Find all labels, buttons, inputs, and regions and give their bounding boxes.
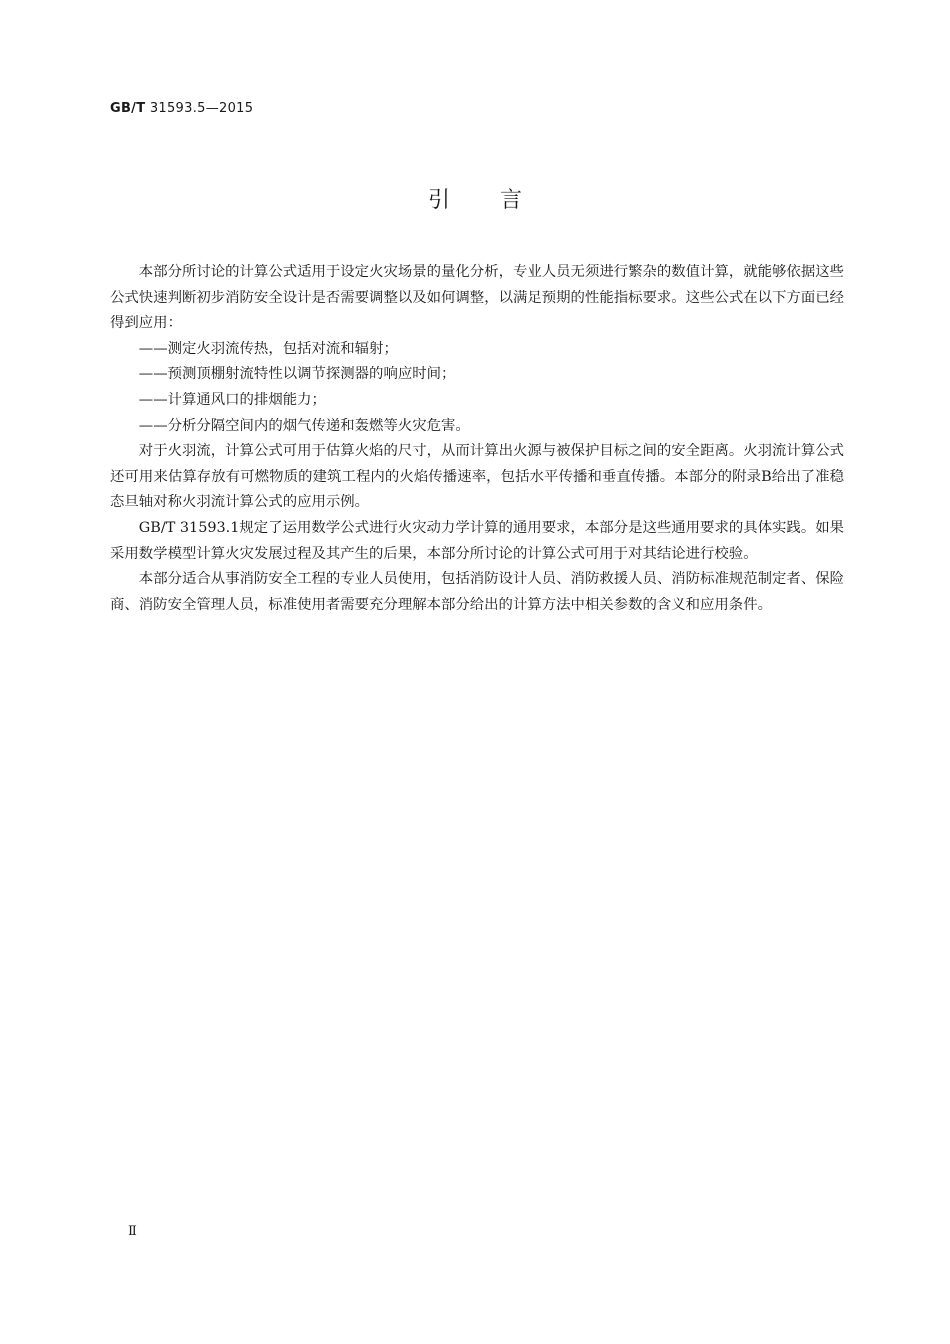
standard-code-number: 31593.5—2015 [149, 101, 254, 116]
body-content [110, 260, 844, 618]
list-item: ——预测顶棚射流特性以调节探测器的响应时间； [138, 366, 456, 383]
intended-users-paragraph: 本部分适合从事消防安全工程的专业人员使用，包括消防设计人员、消防救援人员、消防标准规范制定者、保险商、消防安全管理人员，标准使用者需要充分理解本部分给出的计算方法中相关参数的含义和应用条件。 [110, 571, 844, 613]
page-title: 引言 [427, 188, 572, 213]
page-number: Ⅱ [128, 1224, 137, 1239]
standard-code-prefix: GB/T [110, 101, 146, 116]
fire-plume-paragraph: 对于火羽流，计算公式可用于估算火焰的尺寸，从而计算出火源与被保护目标之间的安全距离。火羽流计算公式还可用来估算存放有可燃物质的建筑工程内的火焰传播速率，包括水平传播和垂直传播。本部分的附录B给出了准稳态旦轴对称火羽流计算公式的应用示例。 [110, 443, 844, 511]
general-requirements-paragraph: GB/T 31593.1规定了运用数学公式进行火灾动力学计算的通用要求，本部分是这些通用要求的具体实践。如果采用数学模型计算火灾发展过程及其产生的后果，本部分所讨论的计算公式可用于对其结论进行校验。 [110, 519, 844, 562]
intro-paragraph: 本部分所讨论的计算公式适用于设定火灾场景的量化分析，专业人员无须进行繁杂的数值计算，就能够依据这些公式快速判断初步消防安全设计是否需要调整以及如何调整，以满足预期的性能指标要求。这些公式在以下方面已经得到应用： [110, 264, 844, 332]
list-item: ——计算通风口的排烟能力； [138, 391, 326, 408]
list-item: ——分析分隔空间内的烟气传递和轰燃等火灾危害。 [138, 417, 470, 434]
standard-code [110, 101, 253, 116]
list-item: ——测定火羽流传热，包括对流和辐射； [138, 340, 398, 357]
